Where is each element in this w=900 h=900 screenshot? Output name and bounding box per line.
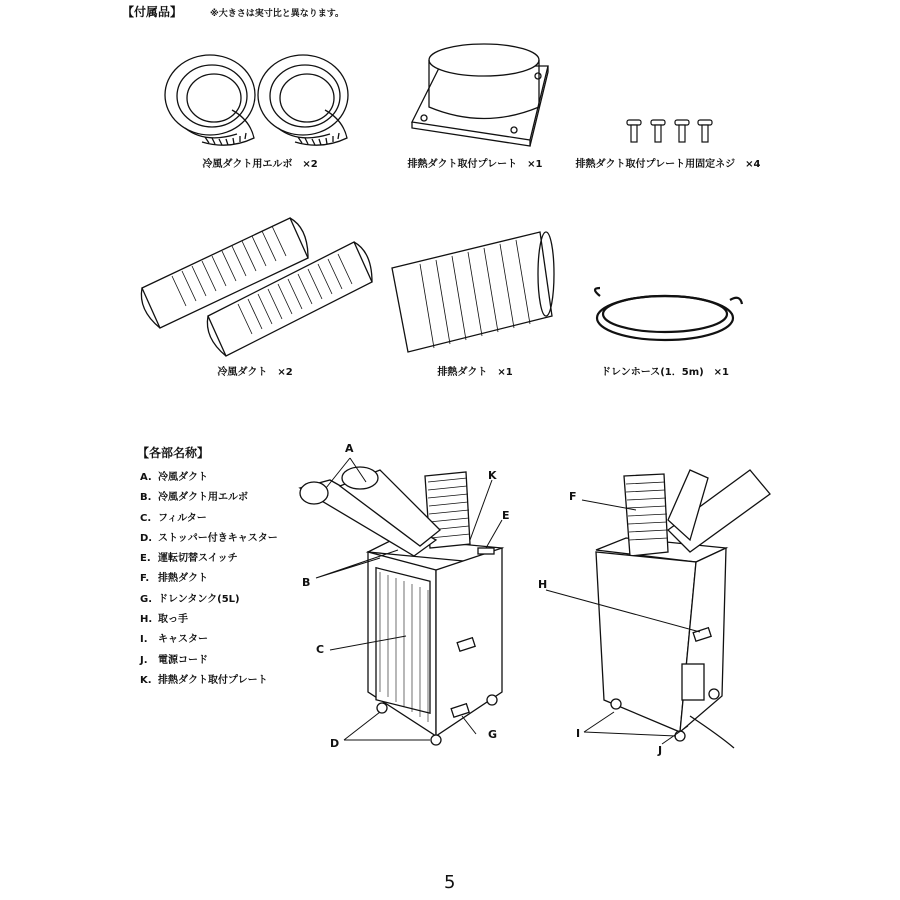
list-item: D. ストッパー付きキャスター bbox=[140, 532, 278, 544]
list-item: C. フィルター bbox=[140, 512, 207, 524]
callout-k: K bbox=[488, 469, 497, 482]
list-item: A. 冷風ダクト bbox=[140, 472, 208, 483]
list-item: G. ドレンタンク(5L) bbox=[140, 593, 240, 605]
accessory-caption: 冷風ダクト ×2 bbox=[217, 367, 293, 378]
list-item: K. 排熱ダクト取付プレート bbox=[140, 674, 268, 686]
callout-c: C bbox=[316, 643, 325, 656]
list-item: F. 排熱ダクト bbox=[140, 573, 208, 585]
list-item: I. キャスター bbox=[140, 634, 208, 646]
accessory-caption: 排熱ダクト取付プレート ×1 bbox=[407, 159, 543, 170]
callout-b: B bbox=[302, 576, 311, 589]
callout-e: E bbox=[502, 509, 510, 522]
page-number: 5 bbox=[444, 872, 456, 893]
callout-i: I bbox=[576, 727, 581, 740]
parts-heading: 【各部名称】 bbox=[137, 446, 210, 460]
unit-back-illustration bbox=[596, 470, 770, 748]
callout-d: D bbox=[330, 737, 340, 750]
accessory-caption: 排熱ダクト取付プレート用固定ネジ ×4 bbox=[575, 159, 761, 170]
list-item: J. 電源コード bbox=[140, 654, 208, 666]
accessories-heading: 【付属品】 bbox=[122, 5, 183, 19]
callout-a: A bbox=[345, 442, 354, 455]
unit-front-illustration bbox=[300, 467, 502, 745]
accessory-caption: 冷風ダクト用エルボ ×2 bbox=[202, 159, 318, 170]
scale-note: ※大きさは実寸比と異なります。 bbox=[210, 9, 345, 19]
list-item: E. 運転切替スイッチ bbox=[140, 553, 238, 565]
list-item: B. 冷風ダクト用エルボ bbox=[140, 492, 248, 504]
accessory-caption: ドレンホース(1．5m) ×1 bbox=[600, 367, 730, 378]
callout-j: J bbox=[658, 744, 663, 757]
accessory-caption: 排熱ダクト ×1 bbox=[437, 367, 513, 378]
callout-g: G bbox=[488, 728, 498, 741]
callout-f: F bbox=[569, 490, 577, 503]
list-item: H. 取っ手 bbox=[140, 614, 188, 626]
callout-h: H bbox=[538, 578, 548, 591]
